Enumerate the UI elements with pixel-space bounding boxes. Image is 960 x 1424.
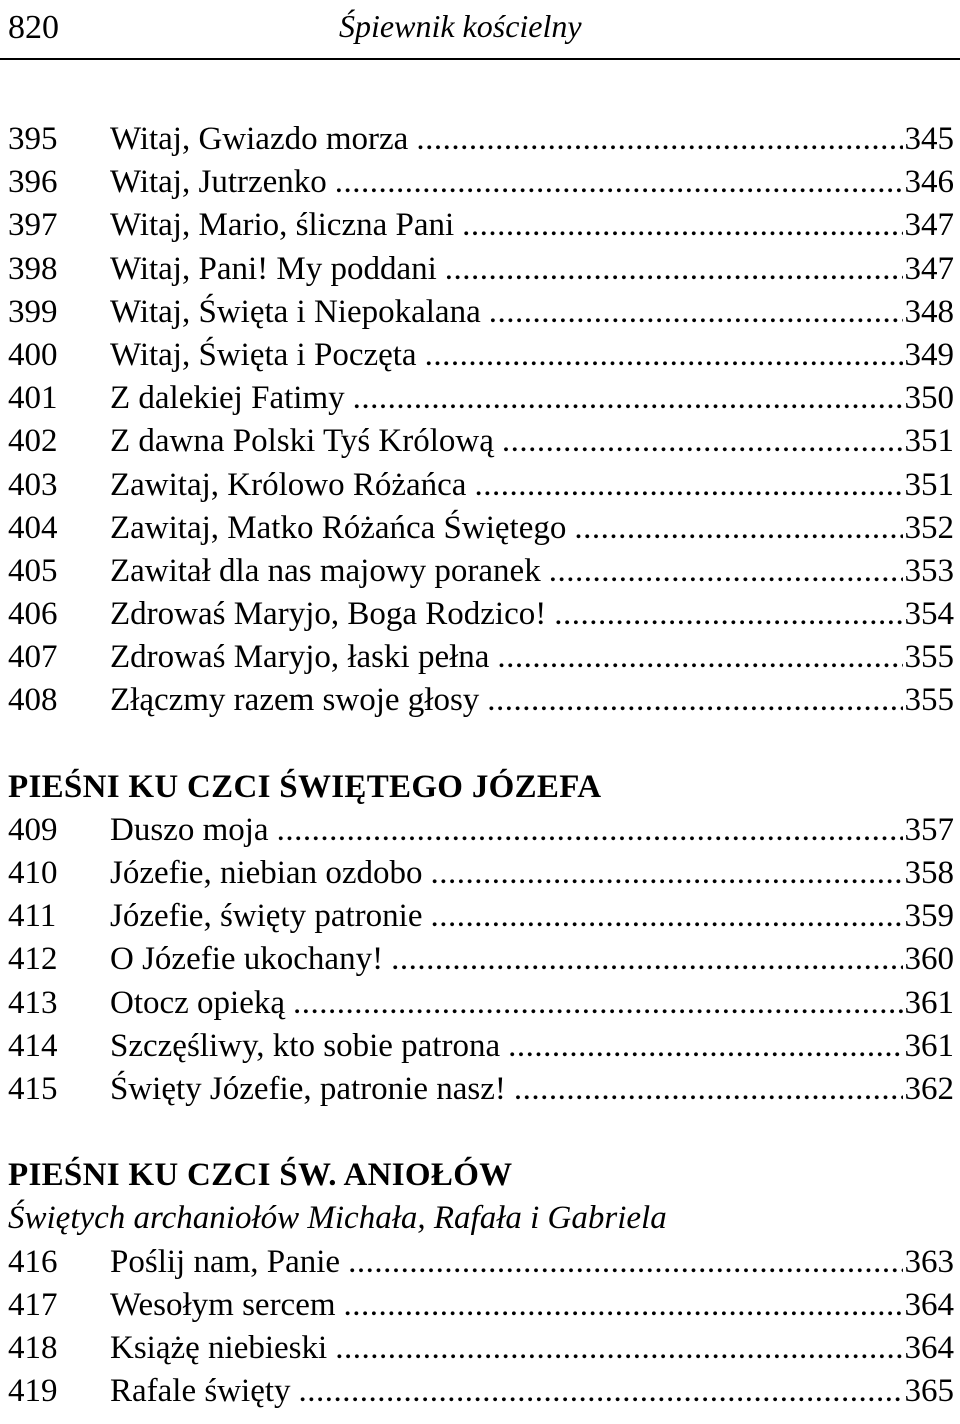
entry-number: 413 xyxy=(8,984,58,1021)
dot-leader xyxy=(487,679,902,722)
toc-entry xyxy=(8,420,954,463)
entry-page-number: 354 xyxy=(904,596,954,633)
toc-group-aniolow xyxy=(8,1241,954,1414)
dot-leader xyxy=(574,507,902,550)
dot-leader xyxy=(293,982,902,1025)
entry-title: Zawitaj, Matko Różańca Świętego xyxy=(110,509,567,546)
toc-entry xyxy=(8,464,954,507)
entry-number: 410 xyxy=(8,855,58,891)
entry-title: Z dalekiej Fatimy xyxy=(110,380,345,417)
toc-entry xyxy=(8,679,954,722)
entry-number: 412 xyxy=(8,941,58,978)
dot-leader xyxy=(508,1025,902,1068)
section-gap xyxy=(8,723,954,766)
section-title-jozef: PIEŚNI KU CZCI ŚWIĘTEGO JÓZEFA xyxy=(8,768,602,805)
dot-leader xyxy=(497,636,902,679)
toc-entry xyxy=(8,1370,954,1413)
entry-title: Witaj, Święta i Niepokalana xyxy=(110,293,481,330)
entry-number: 397 xyxy=(8,207,58,244)
entry-number: 406 xyxy=(8,596,58,633)
toc-entry xyxy=(8,982,954,1025)
entry-page-number: 347 xyxy=(904,207,954,244)
entry-title: Zdrowaś Maryjo, łaski pełna xyxy=(110,639,490,676)
entry-number: 407 xyxy=(8,639,58,676)
entry-title: Witaj, Pani! My poddani xyxy=(110,250,437,287)
dot-leader xyxy=(391,938,902,981)
entry-title: O Józefie ukochany! xyxy=(110,941,384,978)
dot-leader xyxy=(489,291,903,334)
entry-number: 409 xyxy=(8,811,58,848)
toc-entry xyxy=(8,1284,954,1327)
dot-leader xyxy=(549,550,903,593)
table-of-contents xyxy=(8,118,954,1413)
toc-entry xyxy=(8,809,954,852)
entry-number: 399 xyxy=(8,293,58,330)
entry-title: Zawitaj, Królowo Różańca xyxy=(110,466,467,503)
dot-leader xyxy=(299,1370,903,1413)
toc-entry xyxy=(8,1025,954,1068)
entry-page-number: 353 xyxy=(904,552,954,589)
dot-leader xyxy=(462,204,902,247)
toc-entry xyxy=(8,593,954,636)
entry-page-number: 364 xyxy=(904,1329,954,1366)
entry-title: Witaj, Mario, śliczna Pani xyxy=(110,207,455,244)
entry-page-number: 362 xyxy=(904,1070,954,1107)
entry-page-number: 349 xyxy=(904,336,954,373)
entry-title: Poślij nam, Panie xyxy=(110,1243,341,1280)
dot-leader xyxy=(335,161,903,204)
entry-number: 405 xyxy=(8,552,58,589)
dot-leader xyxy=(425,334,903,377)
entry-number: 404 xyxy=(8,509,58,546)
entry-number: 419 xyxy=(8,1373,58,1410)
entry-page-number: 359 xyxy=(904,898,954,935)
entry-number: 400 xyxy=(8,336,58,373)
dot-leader xyxy=(554,593,902,636)
entry-number: 417 xyxy=(8,1286,58,1323)
dot-leader xyxy=(344,1284,903,1327)
entry-number: 402 xyxy=(8,423,58,460)
entry-page-number: 348 xyxy=(904,293,954,330)
toc-entry xyxy=(8,507,954,550)
toc-group-marian xyxy=(8,118,954,723)
dot-leader xyxy=(474,464,902,507)
entry-title: Zawitał dla nas majowy poranek xyxy=(110,552,541,589)
toc-entry xyxy=(8,938,954,981)
header-divider xyxy=(0,58,960,60)
entry-page-number: 351 xyxy=(904,423,954,460)
entry-page-number: 360 xyxy=(904,941,954,978)
entry-title: Otocz opieką xyxy=(110,984,286,1021)
toc-entry xyxy=(8,895,954,938)
section-subtitle-archangels: Świętych archaniołów Michała, Rafała i Gabriela xyxy=(8,1200,667,1237)
dot-leader xyxy=(514,1068,903,1111)
entry-number: 396 xyxy=(8,164,58,201)
entry-title: Święty Józefie, patronie nasz! xyxy=(110,1070,506,1107)
dot-leader xyxy=(277,809,903,852)
entry-page-number: 350 xyxy=(904,380,954,417)
page-number: 820 xyxy=(8,9,59,46)
entry-page-number: 345 xyxy=(904,121,954,157)
entry-page-number: 363 xyxy=(904,1243,954,1280)
entry-number: 411 xyxy=(8,898,57,935)
toc-entry xyxy=(8,248,954,291)
entry-number: 395 xyxy=(8,121,58,157)
toc-group-jozef xyxy=(8,809,954,1111)
dot-leader xyxy=(353,377,903,420)
entry-page-number: 352 xyxy=(904,509,954,546)
toc-entry xyxy=(8,204,954,247)
dot-leader xyxy=(445,248,903,291)
toc-entry xyxy=(8,377,954,420)
entry-title: Witaj, Gwiazdo morza xyxy=(110,121,409,157)
entry-page-number: 351 xyxy=(904,466,954,503)
dot-leader xyxy=(335,1327,902,1370)
toc-entry xyxy=(8,636,954,679)
section-title-aniolow: PIEŚNI KU CZCI ŚW. ANIOŁÓW xyxy=(8,1157,513,1194)
toc-entry xyxy=(8,291,954,334)
dot-leader xyxy=(430,852,902,895)
entry-number: 401 xyxy=(8,380,58,417)
entry-page-number: 355 xyxy=(904,682,954,719)
entry-title: Józefie, święty patronie xyxy=(110,898,423,935)
entry-title: Książę niebieski xyxy=(110,1329,328,1366)
toc-entry xyxy=(8,1068,954,1111)
entry-title: Duszo moja xyxy=(110,811,269,848)
entry-page-number: 365 xyxy=(904,1373,954,1410)
entry-page-number: 355 xyxy=(904,639,954,676)
dot-leader xyxy=(348,1241,902,1284)
section-gap xyxy=(8,1111,954,1154)
entry-number: 398 xyxy=(8,250,58,287)
entry-title: Szczęśliwy, kto sobie patrona xyxy=(110,1027,501,1064)
toc-entry xyxy=(8,550,954,593)
toc-entry xyxy=(8,161,954,204)
entry-title: Witaj, Święta i Poczęta xyxy=(110,336,417,373)
entry-page-number: 346 xyxy=(904,164,954,201)
entry-page-number: 361 xyxy=(904,1027,954,1064)
entry-title: Z dawna Polski Tyś Królową xyxy=(110,423,494,460)
toc-entry xyxy=(8,852,954,895)
entry-number: 414 xyxy=(8,1027,58,1064)
toc-entry xyxy=(8,118,954,161)
dot-leader xyxy=(430,895,902,938)
entry-page-number: 347 xyxy=(904,250,954,287)
entry-page-number: 364 xyxy=(904,1286,954,1323)
entry-title: Złączmy razem swoje głosy xyxy=(110,682,480,719)
toc-entry xyxy=(8,1327,954,1370)
entry-page-number: 361 xyxy=(904,984,954,1021)
page-header xyxy=(0,0,960,62)
dot-leader xyxy=(416,118,902,161)
entry-title: Witaj, Jutrzenko xyxy=(110,164,327,201)
entry-title: Józefie, niebian ozdobo xyxy=(110,855,423,891)
entry-title: Rafale święty xyxy=(110,1373,291,1410)
entry-number: 415 xyxy=(8,1070,58,1107)
entry-title: Wesołym sercem xyxy=(110,1286,336,1323)
toc-entry xyxy=(8,334,954,377)
entry-page-number: 357 xyxy=(904,811,954,848)
entry-number: 408 xyxy=(8,682,58,719)
entry-number: 416 xyxy=(8,1243,58,1280)
entry-page-number: 358 xyxy=(904,855,954,891)
entry-number: 418 xyxy=(8,1329,58,1366)
entry-number: 403 xyxy=(8,466,58,503)
entry-title: Zdrowaś Maryjo, Boga Rodzico! xyxy=(110,596,547,633)
dot-leader xyxy=(502,420,903,463)
toc-entry xyxy=(8,1241,954,1284)
book-title: Śpiewnik kościelny xyxy=(339,8,582,44)
